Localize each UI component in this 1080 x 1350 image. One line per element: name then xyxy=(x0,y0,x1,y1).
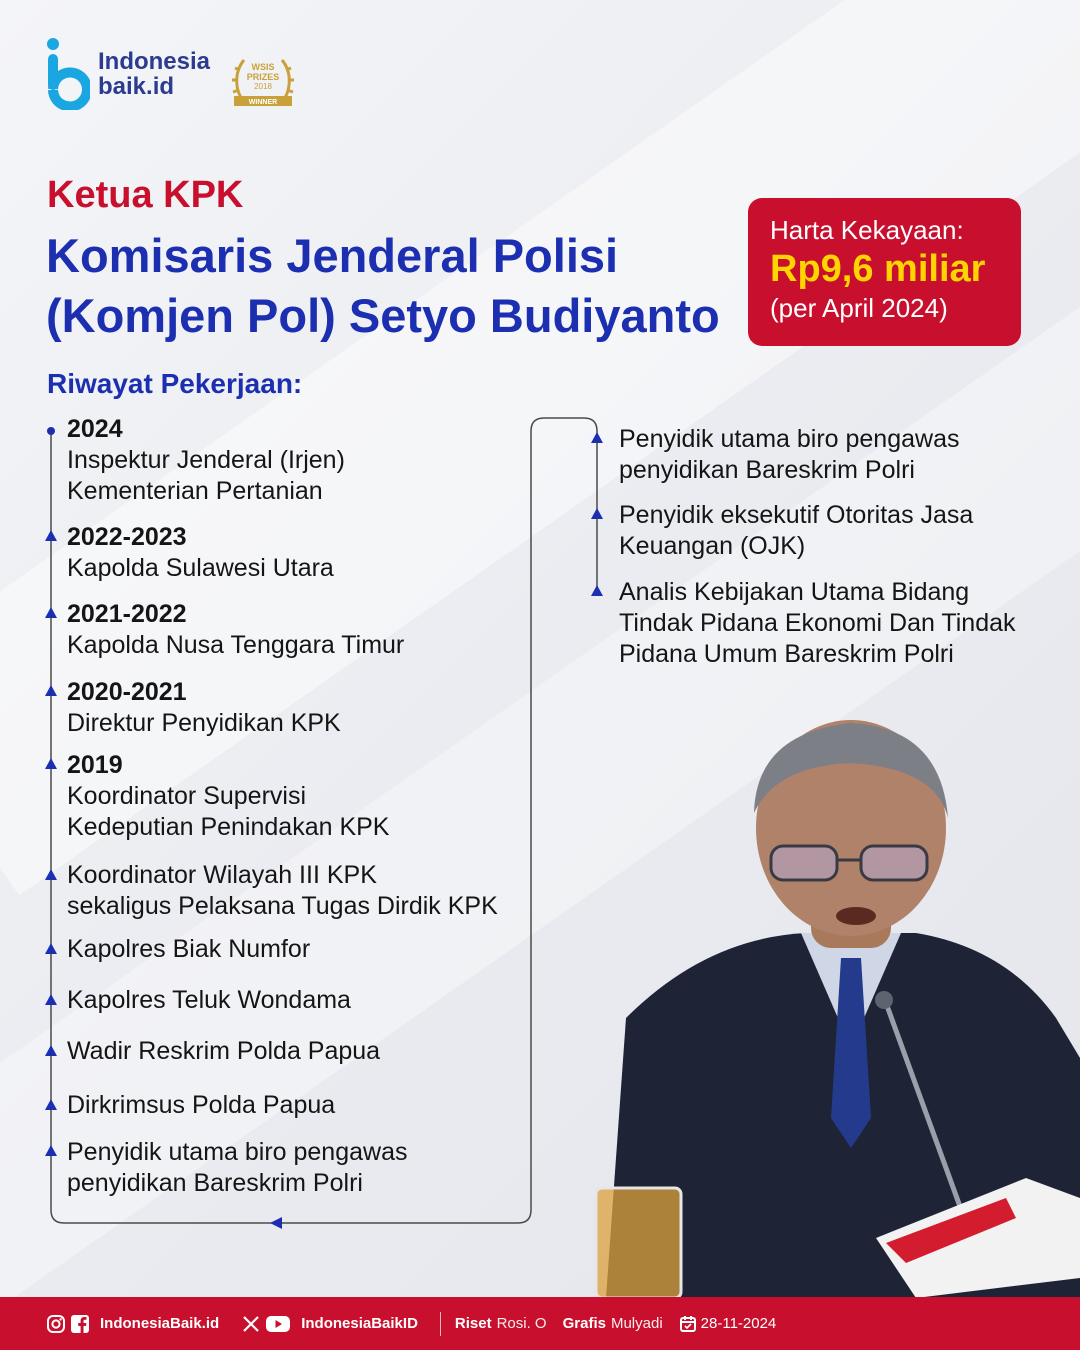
entry-line: Penyidik utama biro pengawas xyxy=(67,1138,408,1166)
wealth-box xyxy=(748,198,1021,346)
entry-line: Keuangan (OJK) xyxy=(619,532,806,560)
wsis-prize-badge xyxy=(230,52,296,116)
facebook-icon[interactable] xyxy=(70,1314,90,1334)
timeline-marker-icon xyxy=(45,758,57,769)
entry-year: 2019 xyxy=(67,751,123,779)
indonesiabaik-logo[interactable] xyxy=(46,38,210,110)
entry-line: Analis Kebijakan Utama Bidang xyxy=(619,578,970,606)
grafis-name: Mulyadi xyxy=(610,1315,663,1332)
logo-b-icon xyxy=(46,38,90,110)
entry-line: Kapolda Sulawesi Utara xyxy=(67,554,334,582)
entry-line: Direktur Penyidikan KPK xyxy=(67,709,341,737)
page-title xyxy=(46,226,720,346)
timeline-entry xyxy=(67,414,345,507)
timeline-entry xyxy=(67,750,389,843)
calendar-icon xyxy=(679,1315,697,1333)
timeline-marker-icon xyxy=(45,1099,57,1110)
timeline-entry xyxy=(67,1090,335,1121)
timeline-marker-icon xyxy=(45,685,57,696)
entry-line: sekaligus Pelaksana Tugas Dirdik KPK xyxy=(67,892,498,920)
entry-year: 2022-2023 xyxy=(67,523,187,551)
entry-year: 2020-2021 xyxy=(67,678,187,706)
entry-line: Kapolda Nusa Tenggara Timur xyxy=(67,631,405,659)
timeline-entry xyxy=(67,677,341,739)
timeline-marker-icon xyxy=(591,508,603,519)
entry-line: Penyidik eksekutif Otoritas Jasa xyxy=(619,501,974,529)
entry-line: Dirkrimsus Polda Papua xyxy=(67,1091,336,1119)
grafis-label: Grafis xyxy=(562,1315,606,1332)
entry-line: Inspektur Jenderal (Irjen) xyxy=(67,446,345,474)
x-icon[interactable] xyxy=(241,1314,261,1334)
timeline-marker-icon xyxy=(45,1045,57,1056)
footer-handle-1[interactable]: IndonesiaBaik.id xyxy=(100,1315,220,1332)
footer-bar xyxy=(0,1297,1080,1350)
entry-year: 2024 xyxy=(67,415,123,443)
timeline-marker-icon xyxy=(45,943,57,954)
timeline-marker-icon xyxy=(45,1145,57,1156)
kicker-title: Ketua KPK xyxy=(47,174,244,216)
entry-year: 2021-2022 xyxy=(67,600,187,628)
timeline-entry xyxy=(67,934,310,965)
timeline-marker-icon xyxy=(591,432,603,443)
youtube-icon[interactable] xyxy=(265,1314,291,1334)
timeline-entry xyxy=(67,1137,407,1199)
entry-line: Kementerian Pertanian xyxy=(67,477,323,505)
timeline-entry xyxy=(619,577,1016,670)
prize-ribbon: WINNER xyxy=(248,99,278,106)
entry-line: penyidikan Bareskrim Polri xyxy=(619,456,915,484)
riset-name: Rosi. O xyxy=(496,1315,547,1332)
footer-handle-2[interactable]: IndonesiaBaikID xyxy=(301,1315,418,1332)
timeline-marker-icon xyxy=(591,585,603,596)
timeline-entry xyxy=(67,599,404,661)
timeline-entry xyxy=(619,500,973,562)
entry-line: penyidikan Bareskrim Polri xyxy=(67,1169,363,1197)
timeline-entry xyxy=(67,1036,380,1067)
timeline-marker-icon xyxy=(45,607,57,618)
prize-year: 2018 xyxy=(254,82,272,91)
entry-line: Tindak Pidana Ekonomi Dan Tindak xyxy=(619,609,1016,637)
entry-line: Koordinator Supervisi xyxy=(67,782,307,810)
riset-label: Riset xyxy=(454,1315,492,1332)
timeline-entry xyxy=(67,985,351,1016)
page-title-line2: (Komjen Pol) Setyo Budiyanto xyxy=(46,289,720,342)
prize-line1: WSIS xyxy=(251,62,275,72)
timeline-entry xyxy=(67,522,334,584)
timeline-marker-icon xyxy=(45,994,57,1005)
logo-text-line1: Indonesia xyxy=(98,48,211,75)
wealth-label: Harta Kekayaan: xyxy=(770,215,964,245)
timeline-marker-icon xyxy=(45,869,57,880)
entry-line: Penyidik utama biro pengawas xyxy=(619,425,960,453)
wealth-amount: Rp9,6 miliar xyxy=(770,248,986,290)
timeline-start-dot xyxy=(47,427,55,435)
timeline-entry xyxy=(619,424,959,486)
section-title: Riwayat Pekerjaan: xyxy=(47,368,303,399)
page-title-line1: Komisaris Jenderal Polisi xyxy=(46,229,619,282)
footer-divider xyxy=(440,1312,441,1336)
entry-line: Kapolres Teluk Wondama xyxy=(67,986,351,1014)
instagram-icon[interactable] xyxy=(46,1314,66,1334)
timeline-entry xyxy=(67,860,498,922)
wealth-period: (per April 2024) xyxy=(770,293,948,323)
entry-line: Kedeputian Penindakan KPK xyxy=(67,813,390,841)
portrait-photo xyxy=(586,718,1080,1298)
entry-line: Pidana Umum Bareskrim Polri xyxy=(619,640,954,668)
entry-line: Koordinator Wilayah III KPK xyxy=(67,861,377,889)
timeline-marker-icon xyxy=(45,530,57,541)
logo-text-line2: baik.id xyxy=(98,73,175,100)
footer-date: 28-11-2024 xyxy=(700,1315,777,1332)
entry-line: Kapolres Biak Numfor xyxy=(67,935,311,963)
entry-line: Wadir Reskrim Polda Papua xyxy=(67,1037,381,1065)
prize-line2: PRIZES xyxy=(246,72,280,82)
